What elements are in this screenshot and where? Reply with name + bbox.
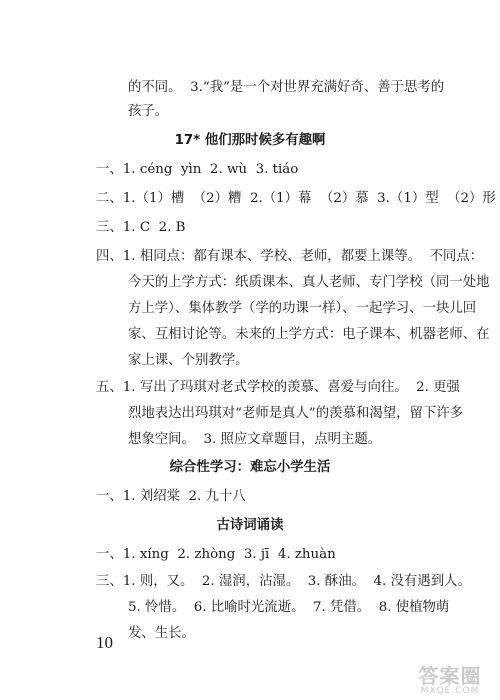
watermark-logo [406, 666, 494, 698]
answer-line: 一、1. 刘绍棠 2. 九十八 [96, 489, 246, 504]
answer-line: 三、1. 则，又。 2. 湿润，沾湿。 3. 酥油。 4. 没有遇到人。 [96, 574, 471, 589]
answer-line: 二、1.（1）槽 （2）糟 2.（1）幕 （2）慕 3.（1）型 （2）形 [96, 191, 496, 206]
answer-line: 一、1. xíng 2. zhòng 3. jī 4. zhuàn [96, 547, 336, 562]
text-line: 烈地表达出玛琪对“老师是真人”的羡慕和渴望，留下许多 [128, 406, 464, 421]
answer-line: 四、1. 相同点：都有课本、学校、老师，都要上课等。 不同点： [96, 249, 484, 264]
text-line: 今天的上学方式：纸质课本、真人老师、专门学校（同一处地 [128, 275, 490, 290]
page-number: 10 [96, 633, 113, 652]
text-line: 家上课、个别教学。 [128, 353, 249, 368]
answer-line: 一、1. céng yìn 2. wù 3. tiáo [96, 162, 299, 177]
text-line: 的不同。 3.“我”是一个对世界充满好奇、善于思考的 [128, 80, 445, 95]
lesson-heading: 17* 他们那时候多有趣啊 [174, 133, 326, 148]
text-line: 孩子。 [128, 104, 169, 119]
answer-line: 三、1. C 2. B [96, 220, 186, 235]
section-heading: 综合性学习：难忘小学生活 [169, 460, 331, 475]
text-line: 想象空间。 3. 照应文章题目，点明主题。 [128, 432, 382, 447]
text-line: 发、生长。 [128, 626, 195, 641]
answer-line: 五、1. 写出了玛琪对老式学校的羡慕、喜爱与向往。 2. 更强 [96, 380, 460, 395]
watermark-line2: MXQE.COM [420, 686, 480, 696]
text-line: 5. 怜惜。 6. 比喻时光流逝。 7. 凭借。 8. 使植物萌 [128, 600, 450, 615]
text-line: 方上学）、集体教学（学的功课一样）、一起学习、一块儿回 [128, 301, 477, 316]
section-heading: 古诗词诵读 [216, 518, 284, 533]
watermark-line1: 答案圈 [418, 664, 482, 688]
text-line: 家、互相讨论等。未来的上学方式：电子课本、机器老师、在 [128, 327, 490, 342]
